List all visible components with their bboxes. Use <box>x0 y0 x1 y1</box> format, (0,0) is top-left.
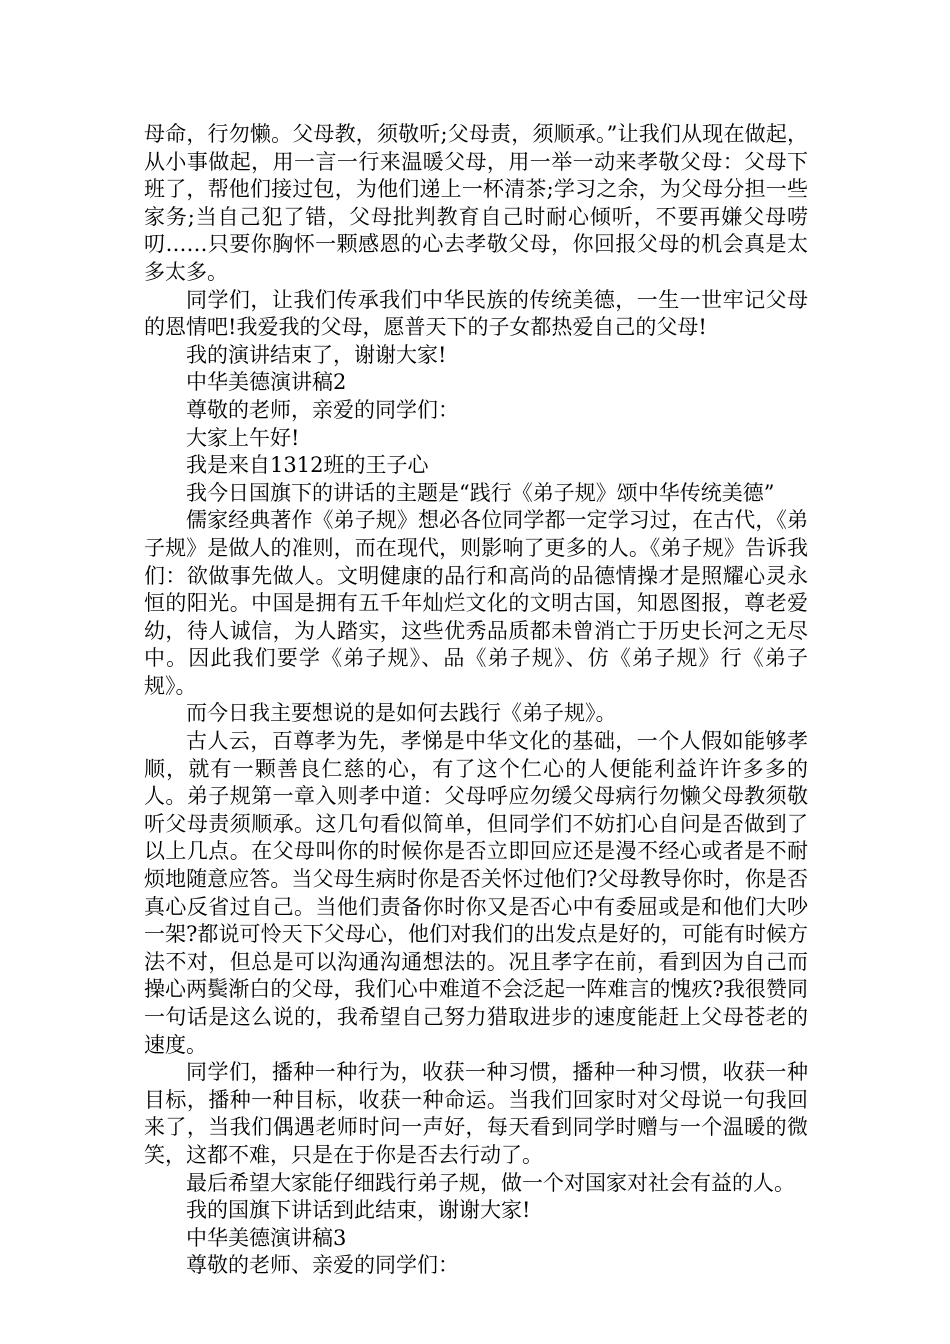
paragraph: 最后希望大家能仔细践行弟子规，做一个对国家对社会有益的人。 <box>186 1170 795 1195</box>
paragraph: 我的国旗下讲话到此结束，谢谢大家! <box>186 1198 531 1223</box>
paragraph-continued: 母命，行勿懒。父母教，须敬听;父母责，须顺承。”让我们从现在做起，从小事做起，用一言一行来温暖父母，用一举一动来孝敬父母：父母下班了，帮他们接过包，为他们递上一杯清茶;学习之余，为父母分担一些家务;当自己犯了错，父母批判教育自己时耐心倾听，不要再嫌父母唠叨……只要你胸怀一颗感恩的心去孝敬父母，你回报父母的机会真是太多太多。 <box>144 122 808 284</box>
speech-heading: 中华美德演讲稿3 <box>186 1225 347 1250</box>
paragraph: 古人云，百尊孝为先，孝悌是中华文化的基础，一个人假如能够孝顺，就有一颗善良仁慈的心，有了这个仁心的人便能利益许许多多的人。弟子规第一章入则孝中道：父母呼应勿缓父母病行勿懒父母教须敬听父母责须顺承。这几句看似简单，但同学们不妨扪心自问是否做到了以上几点。在父母叫你的时候你是否立即回应还是漫不经心或者是不耐烦地随意应答。当父母生病时你是否关怀过他们?父母教导你时，你是否真心反省过自己。当他们责备你时你又是否心中有委屈或是和他们大吵一架?都说可怜天下父母心，他们对我们的出发点是好的，可能有时候方法不对，但总是可以沟通沟通想法的。况且孝字在前，看到因为自己而操心两鬓渐白的父母，我们心中难道不会泛起一阵难言的愧疚?我很赞同一句话是这么说的，我希望自己努力猎取进步的速度能赶上父母苍老的速度。 <box>144 729 808 1057</box>
document-body <box>144 121 808 1280</box>
paragraph: 我今日国旗下的讲话的主题是“践行《弟子规》颂中华传统美德” <box>186 480 775 505</box>
paragraph: 同学们，播种一种行为，收获一种习惯，播种一种习惯，收获一种目标，播种一种目标，收获一种命运。当我们回家时对父母说一句我回来了，当我们偶遇老师时问一声好，每天看到同学时赠与一个温暖的微笑，这都不难，只是在于你是否去行动了。 <box>144 1060 808 1167</box>
paragraph: 而今日我主要想说的是如何去践行《弟子规》。 <box>186 701 617 726</box>
greeting: 大家上午好! <box>186 425 300 450</box>
speech-heading: 中华美德演讲稿2 <box>186 370 347 395</box>
paragraph: 儒家经典著作《弟子规》想必各位同学都一定学习过，在古代，《弟子规》是做人的准则，而在现代，则影响了更多的人。《弟子规》告诉我们：欲做事先做人。文明健康的品行和高尚的品德情操才是照耀心灵永恒的阳光。中国是拥有五千年灿烂文化的文明古国，知恩图报，尊老爱幼，待人诚信，为人踏实，这些优秀品质都未曾消亡于历史长河之无尽中。因此我们要学《弟子规》、品《弟子规》、仿《弟子规》行《弟子规》。 <box>144 508 808 698</box>
paragraph: 同学们，让我们传承我们中华民族的传统美德，一生一世牢记父母的恩情吧!我爱我的父母，愿普天下的子女都热爱自己的父母! <box>144 287 808 340</box>
salutation: 尊敬的老师，亲爱的同学们： <box>186 397 459 422</box>
salutation: 尊敬的老师、亲爱的同学们： <box>186 1253 459 1278</box>
paragraph: 我的演讲结束了，谢谢大家! <box>186 342 447 367</box>
paragraph: 我是来自1312班的王子心 <box>186 453 429 478</box>
